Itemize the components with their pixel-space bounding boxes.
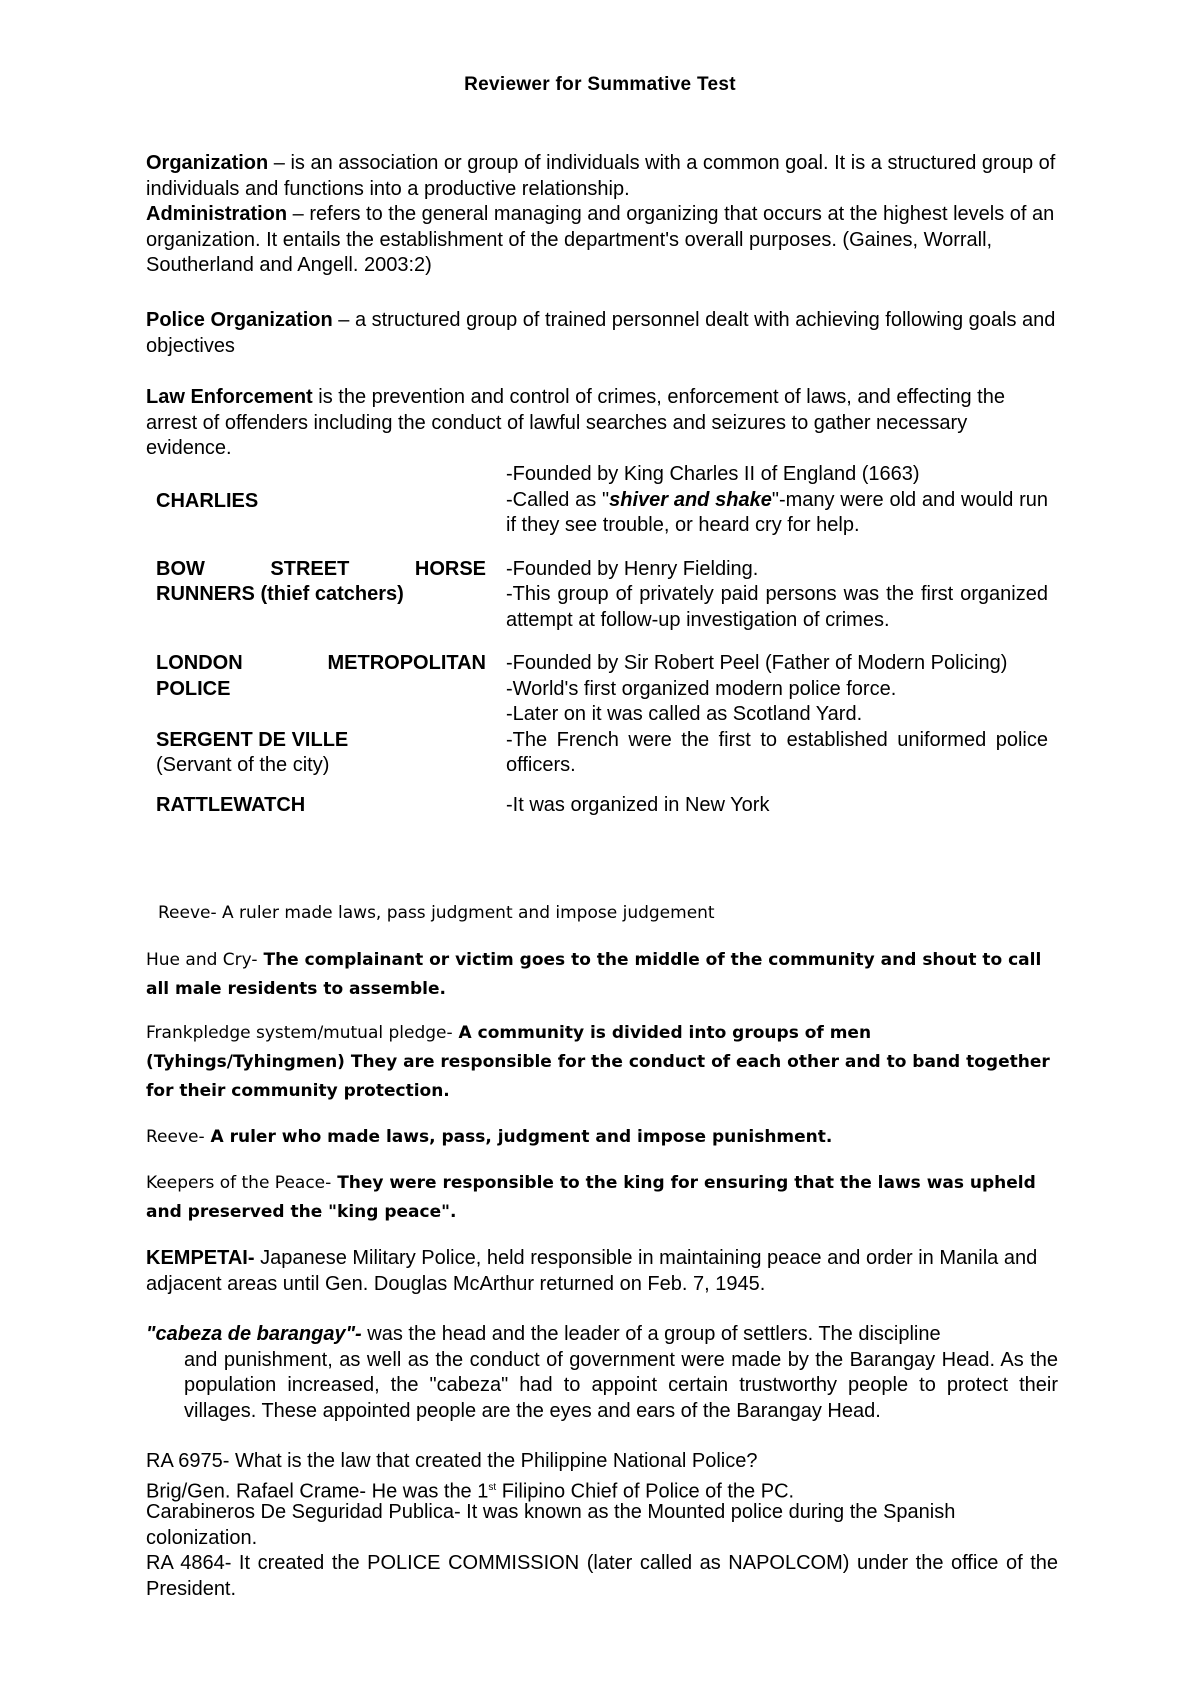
term-kempetai: KEMPETAI- [146,1247,255,1269]
text-law-enforcement: is the prevention and control of crimes, enforcement of laws, and effecting the arrest of offenders including the conduct of lawful searches and seizures to gather necessary evidence. [146,386,1005,459]
term-administration: Administration [146,203,288,225]
term-keepers: Keepers of the Peace- [146,1173,332,1193]
note-reeve-1: Reeve- A ruler made laws, pass judgment and impose judgement [158,903,715,923]
text-administration: – refers to the general managing and organizing that occurs at the highest levels of an organization. It entails the establishment of the department's overall purposes. (Gaines, Worrall, Southerland and Angell. 2003:2) [146,203,1055,276]
definition-law-enforcement [146,385,1058,462]
london-line-1: -Founded by Sir Robert Peel (Father of Modern Policing) [506,652,1008,674]
table-row-rattlewatch [146,779,1058,819]
label-rattlewatch: RATTLEWATCH [156,793,306,816]
label-sergent-sub: (Servant of the city) [156,754,330,776]
text-organization: – is an association or group of individuals with a common goal. It is a structured group of individuals and functions into a productive relationship. [146,152,1056,200]
term-police-organization: Police Organization [146,309,333,331]
fact-ra-6975: RA 6975- What is the law that created the Philippine National Police? [146,1450,758,1472]
term-hue-and-cry: Hue and Cry- [146,950,258,970]
term-cabeza: "cabeza de barangay"- [146,1323,362,1345]
table-row-sergent [146,728,1058,779]
note-reeve-2: Reeve- A ruler who made laws, pass, judgment and impose punishment. [146,1127,833,1147]
charlies-line-2: -Called as "shiver and shake"-many were old and would run if they see trouble, or heard cry for help. [506,488,1048,536]
london-line-2: -World's first organized modern police force. [506,677,897,700]
paragraph-cabeza: "cabeza de barangay"- was the head and the leader of a group of settlers. The discipline and punishment, as well as the conduct of government were made by the Barangay Head. As the population increased, the "cabeza" had to appoint certain trustworthy people to protect their villages. These appointed people are the eyes and ears of the Barangay Head. [146,1323,1058,1422]
label-bow-street: BOW STREET HORSE [156,557,486,580]
charlies-nickname: shiver and shake [609,488,772,511]
label-bow-street-2: RUNNERS (thief catchers) [156,583,404,605]
note-frankpledge: Frankpledge system/mutual pledge- A community is divided into groups of men (Tyhings/Tyhingmen) They are responsible for the conduct of each other and to band together for their community protection. [146,1023,1050,1101]
label-charlies: CHARLIES [156,490,259,512]
label-london: LONDON METROPOLITAN [156,652,486,674]
table-row-bow-street [146,539,1058,634]
bow-line-1: -Founded by Henry Fielding. [506,557,759,580]
table-row-london [146,633,1058,728]
definition-organization [146,151,1058,202]
text-police-organization: – a structured group of trained personnel dealt with achieving following goals and objectives [146,309,1056,357]
term-frankpledge: Frankpledge system/mutual pledge- [146,1023,453,1043]
fact-carabineros: Carabineros De Seguridad Publica- It was known as the Mounted police during the Spanish colonization. [146,1501,956,1549]
charlies-line-1: -Founded by King Charles II of England (1663) [506,463,920,485]
term-organization: Organization [146,152,269,174]
term-reeve-1: Reeve- [158,903,217,923]
label-london-2: POLICE [156,677,231,700]
fact-ra-4864: RA 4864- It created the POLICE COMMISSION (later called as NAPOLCOM) under the office of the President. [146,1552,1058,1600]
note-keepers-of-the-peace: Keepers of the Peace- They were responsible to the king for ensuring that the laws was upheld and preserved the "king peace". [146,1173,1036,1222]
term-law-enforcement: Law Enforcement [146,386,313,408]
sergent-line-1: -The French were the first to established uniformed police officers. [506,728,1048,776]
definition-administration [146,202,1058,279]
note-hue-and-cry: Hue and Cry- The complainant or victim goes to the middle of the community and shout to call all male residents to assemble. [146,950,1042,999]
term-reeve-2: Reeve- [146,1127,205,1147]
police-history-table [146,462,1058,818]
rattlewatch-line-1: -It was organized in New York [506,793,770,816]
bow-line-2: -This group of privately paid persons was the first organized attempt at follow-up investigation of crimes. [506,583,1048,631]
london-line-3: -Later on it was called as Scotland Yard. [506,703,863,725]
document-title: Reviewer for Summative Test [464,74,736,95]
label-sergent: SERGENT DE VILLE [156,728,349,751]
fact-crame: Brig/Gen. Rafael Crame- He was the 1st Filipino Chief of Police of the PC. [146,1480,795,1503]
table-row-charlies [146,462,1058,539]
paragraph-kempetai: KEMPETAI- Japanese Military Police, held responsible in maintaining peace and order in Manila and adjacent areas until Gen. Douglas McArthur returned on Feb. 7, 1945. [146,1247,1038,1295]
definition-police-organization [146,308,1058,359]
